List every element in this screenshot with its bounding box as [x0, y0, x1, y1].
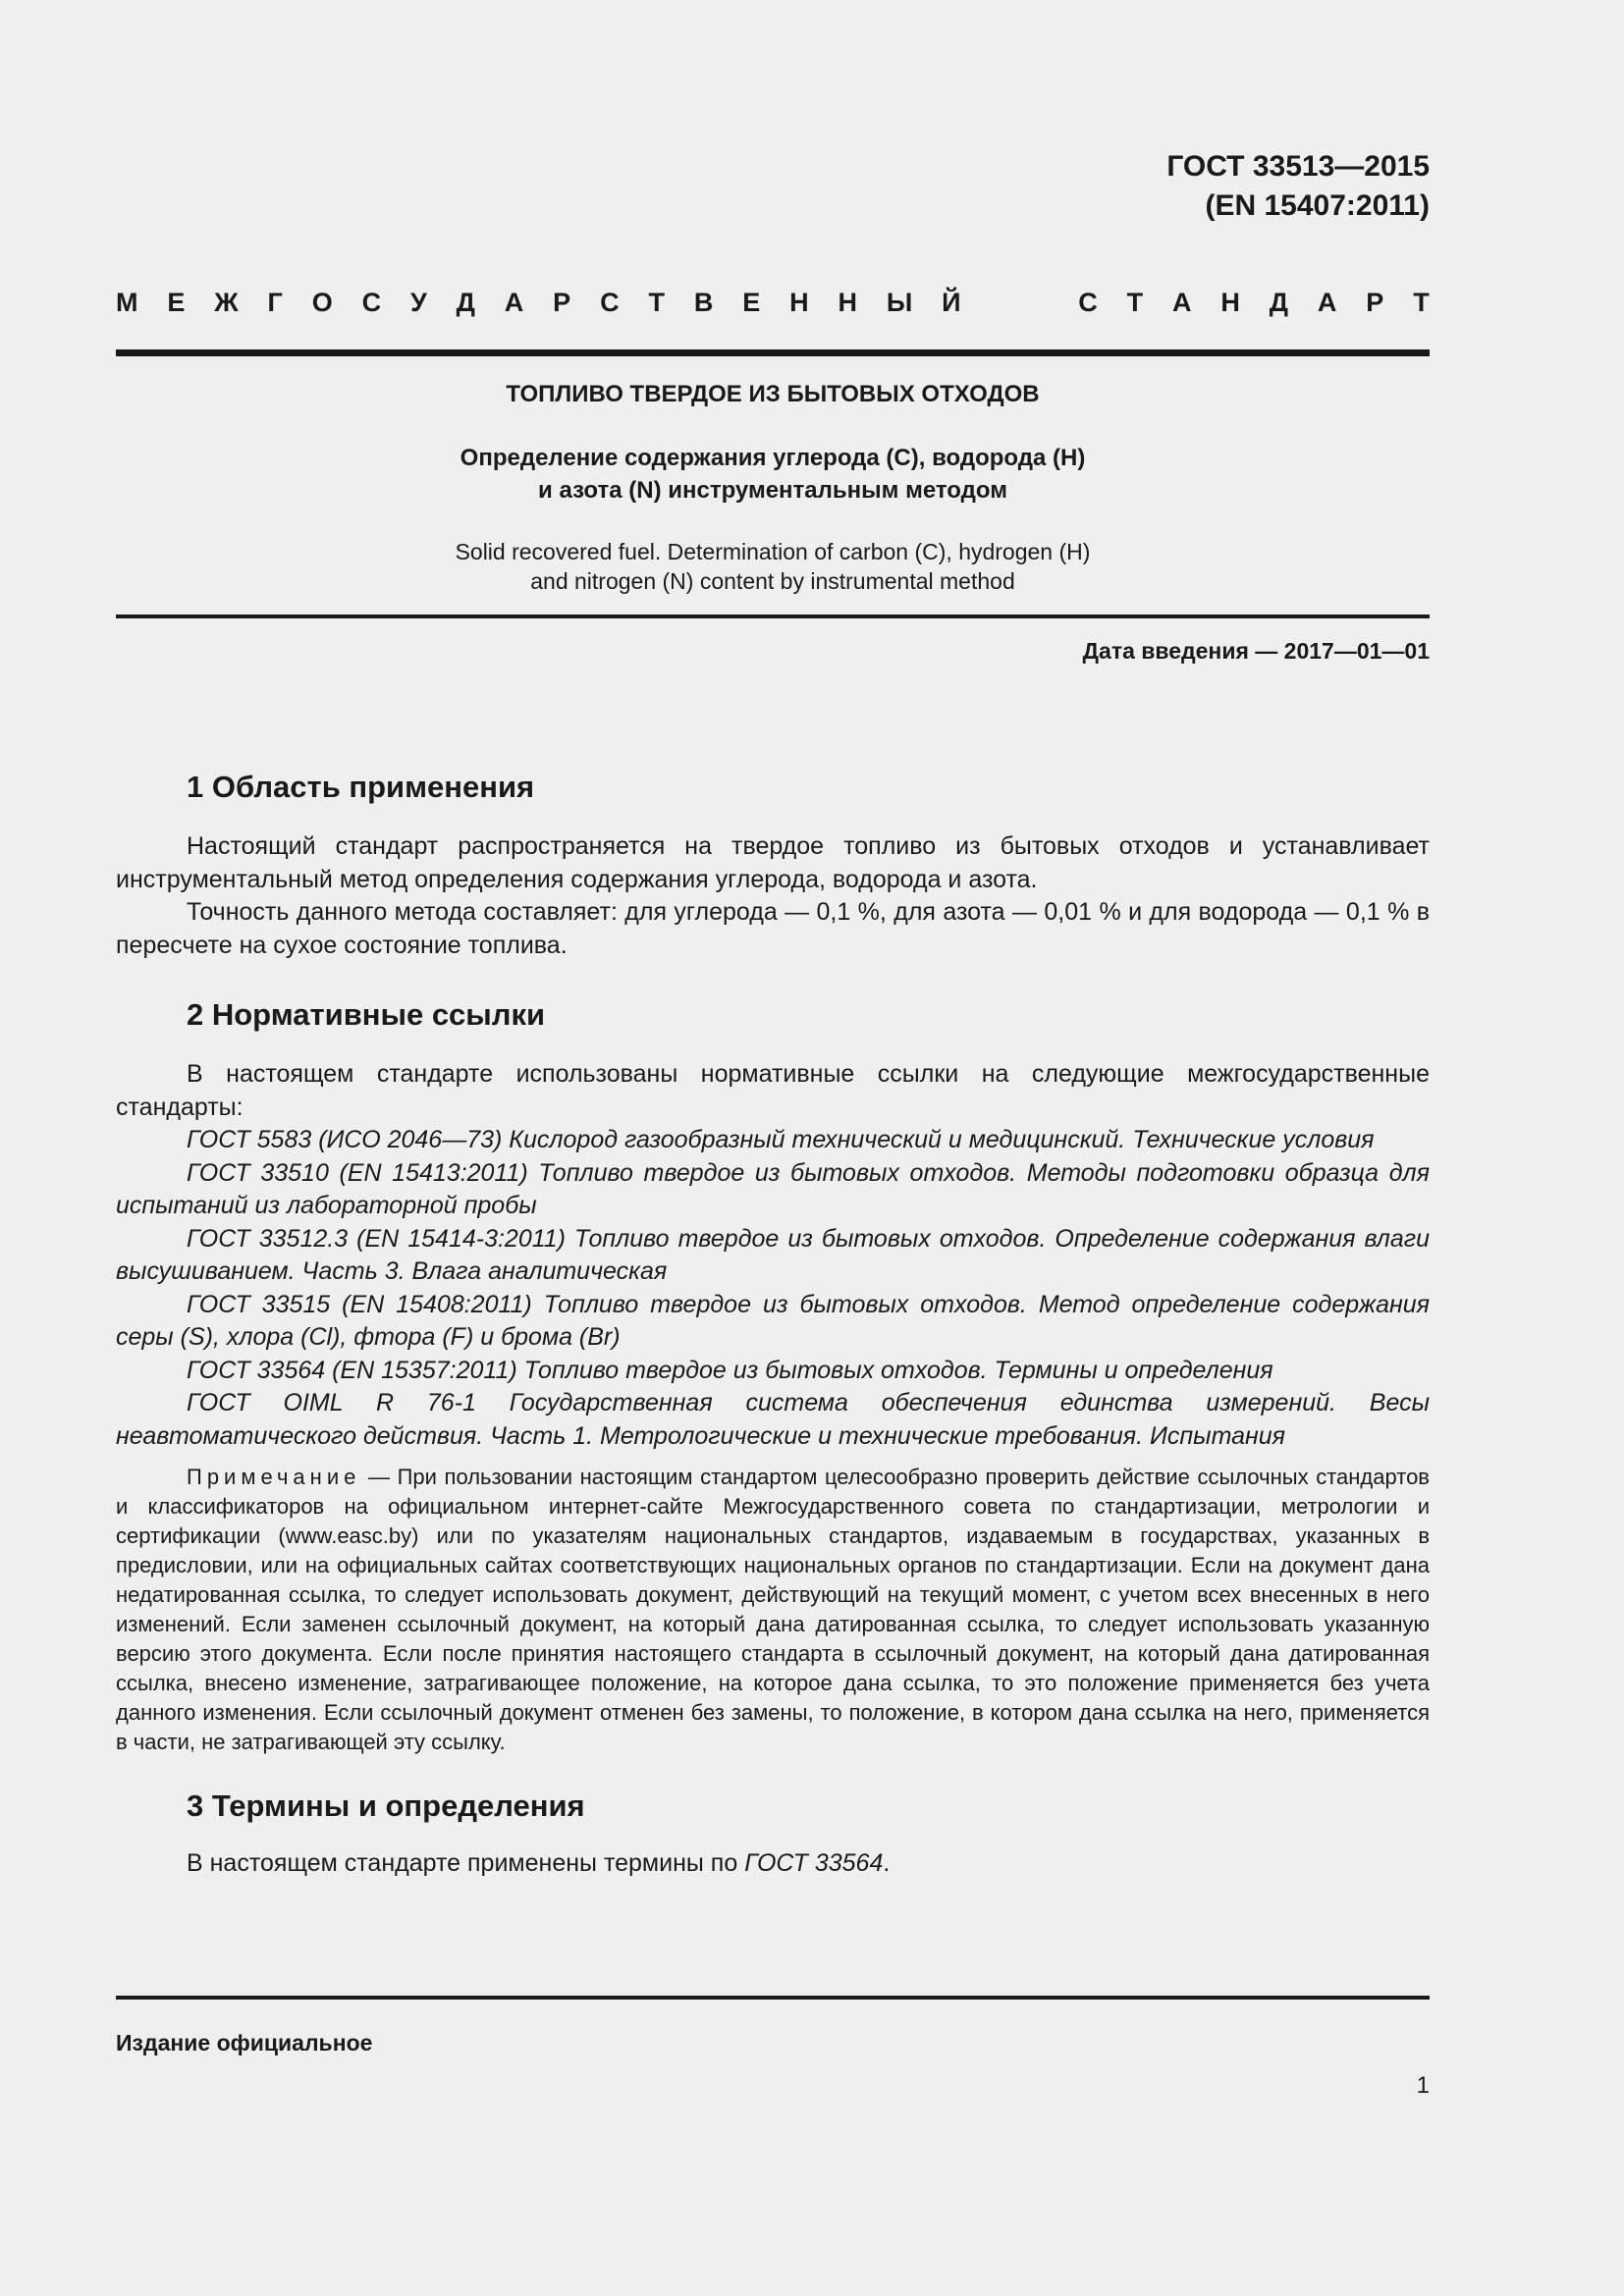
normative-reference: ГОСТ 5583 (ИСО 2046—73) Кислород газообразный технический и медицинский. Технические условия — [187, 1126, 1375, 1153]
introduction-date: Дата введения — 2017—01—01 — [1082, 638, 1430, 664]
section-1-paragraph-1: Настоящий стандарт распространяется на твердое топливо из бытовых отходов и устанавливает инструментальный метод определения содержания углерода, водорода и азота. — [116, 832, 1430, 893]
banner-letter: Д — [1269, 288, 1289, 317]
normative-reference: ГОСТ 33564 (EN 15357:2011) Топливо твердое из бытовых отходов. Термины и определения — [187, 1356, 1273, 1384]
note-label: Примечание — [187, 1465, 361, 1489]
references-note — [116, 1463, 1430, 1757]
banner-letter: Й — [942, 288, 961, 317]
section-3-paragraph — [116, 1847, 1430, 1881]
banner-letter: Ж — [214, 288, 239, 317]
banner-letter: Е — [167, 288, 186, 317]
banner-letter: С — [361, 288, 382, 317]
english-title — [116, 537, 1430, 596]
standard-designation — [1166, 147, 1430, 226]
banner-letter: Т — [1413, 288, 1430, 317]
banner-letter: М — [116, 288, 138, 317]
interstate-standard-banner — [116, 285, 1430, 320]
banner-letter: Е — [742, 288, 761, 317]
document-subtitle — [116, 442, 1430, 507]
document-title: ТОПЛИВО ТВЕРДОЕ ИЗ БЫТОВЫХ ОТХОДОВ — [506, 381, 1040, 407]
banner-letter: Н — [1220, 288, 1240, 317]
designation-en-equivalent: (EN 15407:2011) — [1205, 189, 1430, 222]
english-title-line-1: Solid recovered fuel. Determination of carbon (C), hydrogen (H) — [455, 539, 1091, 564]
section-1-paragraph-2: Точность данного метода составляет: для углерода — 0,1 %, для азота — 0,01 % и для водорода — 0,1 % в пересчете на сухое состояние топлива. — [116, 898, 1430, 959]
section-3-text-end: . — [883, 1849, 891, 1877]
banner-word-gap — [990, 285, 1049, 320]
section-3-heading: 3 Термины и определения — [187, 1789, 585, 1823]
banner-letter: С — [1078, 288, 1098, 317]
section-3-reference: ГОСТ 33564 — [744, 1849, 884, 1877]
page-number: 1 — [1416, 2072, 1430, 2099]
english-title-line-2: and nitrogen (N) content by instrumental method — [530, 568, 1015, 594]
document-body — [116, 766, 1430, 1881]
banner-letter: Н — [838, 288, 857, 317]
official-edition-label: Издание официальное — [116, 2030, 373, 2056]
banner-letter: С — [600, 288, 620, 317]
banner-letter: Г — [267, 288, 283, 317]
normative-reference: ГОСТ OIML R 76-1 Государственная система обеспечения единства измерений. Весы неавтоматического действия. Часть 1. Метрологические и технические требования. Испытания — [116, 1389, 1430, 1450]
normative-reference: ГОСТ 33515 (EN 15408:2011) Топливо твердое из бытовых отходов. Метод определение содержания серы (S), хлора (Cl), фтора (F) и брома (Br) — [116, 1290, 1430, 1351]
title-rule — [116, 614, 1430, 618]
banner-letter: А — [504, 288, 524, 317]
footer-rule — [116, 1996, 1430, 2000]
banner-letter: В — [693, 288, 714, 317]
section-2-heading: 2 Нормативные ссылки — [187, 997, 546, 1032]
banner-letter: У — [410, 288, 427, 317]
banner-letter: Н — [789, 288, 809, 317]
section-1-heading: 1 Область применения — [187, 770, 535, 804]
banner-letter: Т — [648, 288, 665, 317]
banner-letter: А — [1172, 288, 1192, 317]
designation-number: ГОСТ 33513—2015 — [1166, 150, 1430, 183]
normative-reference: ГОСТ 33512.3 (EN 15414-3:2011) Топливо твердое из бытовых отходов. Определение содержания влаги высушиванием. Часть 3. Влага аналитическая — [116, 1224, 1430, 1285]
note-text: — При пользовании настоящим стандартом целесообразно проверить действие ссылочных стандартов и классификаторов на официальном интернет-сайте Межгосударственного совета по стандартизации, метрологии и сертификации (www.easc.by) или по указателям национальных стандартов, издаваемым в государствах, указанных в предисловии, или на официальных сайтах соответствующих национальных органов по стандартизации. Если на документ дана недатированная ссылка, то следует использовать документ, действующий на текущий момент, с учетом всех внесенных в него изменений. Если заменен ссылочный документ, на который дана датированная ссылка, то следует использовать указанную версию этого документа. Если после принятия настоящего стандарта в ссылочный документ, на который дана датированная ссылка, внесено изменение, затрагивающее положение, на которое дана ссылка, то это положение применяется без учета данного изменения. Если ссылочный документ отменен без замены, то положение, в котором дана ссылка на него, применяется в части, не затрагивающей эту ссылку. — [116, 1465, 1430, 1754]
document-page — [116, 0, 1430, 2296]
banner-letter: Д — [456, 288, 475, 317]
section-3-text: В настоящем стандарте применены термины по — [187, 1849, 745, 1877]
section-2-intro: В настоящем стандарте использованы нормативные ссылки на следующие межгосударственные стандарты: — [116, 1060, 1430, 1121]
banner-letter: О — [311, 288, 333, 317]
banner-letter: Ы — [886, 288, 913, 317]
banner-letter: А — [1317, 288, 1337, 317]
banner-letter: Т — [1126, 288, 1144, 317]
banner-letter: Р — [553, 288, 571, 317]
normative-reference: ГОСТ 33510 (EN 15413:2011) Топливо твердое из бытовых отходов. Методы подготовки образца для испытаний из лабораторной пробы — [116, 1158, 1430, 1219]
header-rule — [116, 349, 1430, 356]
subtitle-line-1: Определение содержания углерода (С), водорода (Н) — [460, 445, 1086, 471]
banner-letter: Р — [1366, 288, 1384, 317]
subtitle-line-2: и азота (N) инструментальным методом — [538, 477, 1007, 504]
